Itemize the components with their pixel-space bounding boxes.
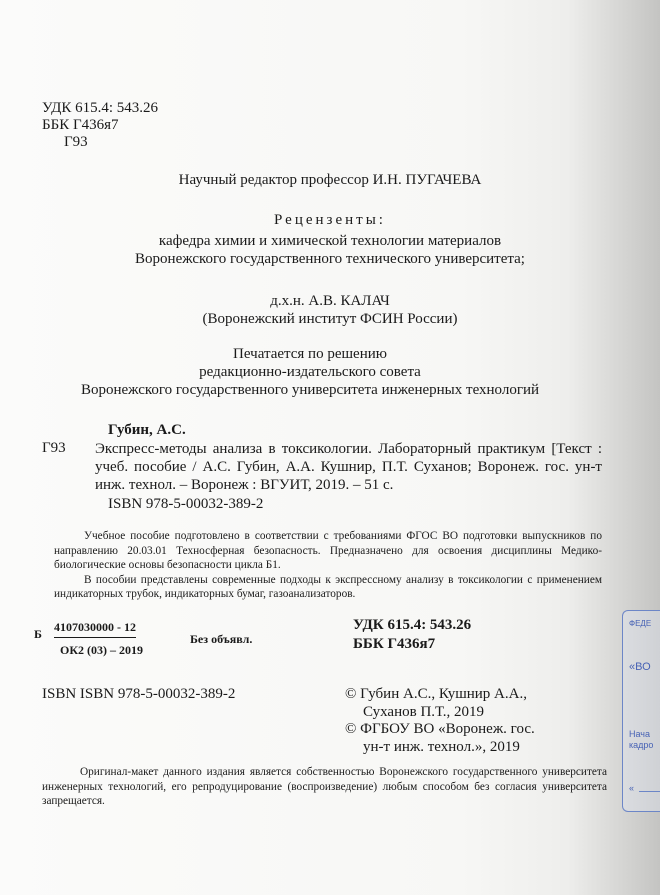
stamp-text-3-line-2: кадро — [629, 740, 654, 750]
author-sign-code: Г93 — [64, 134, 88, 150]
footer-notice-text: Оригинал-макет данного издания является собственностью Воронежского государственного университета инженерных технологий, его репродуцирование (воспроизведение) любым способом без согласия университета запрещается. — [42, 766, 607, 807]
udk-block-bottom — [353, 616, 471, 654]
biblio-author: Губин, А.С. — [108, 422, 186, 438]
stamp-text-2: «ВО — [629, 661, 651, 673]
udk-code: УДК 615.4: 543.26 — [42, 100, 159, 116]
decision-line-2: редакционно-издательского совета — [199, 364, 421, 380]
annotation-paragraph-1: Учебное пособие подготовлено в соответствии с требованиями ФГОС ВО подготовки выпускников по направлению 20.03.01 Техносферная безопасность. Предназначено для освоения дисциплины Медико-биологические основы безопасности цикла Б1. — [54, 530, 602, 571]
imprint-code-top: 4107030000 - 12 — [54, 620, 136, 638]
copyright-university-line-1: © ФГБОУ ВО «Воронеж. гос. — [345, 721, 535, 737]
stamp-underline — [639, 791, 660, 792]
copyright-authors-line-1: © Губин А.С., Кушнир А.А., — [345, 686, 527, 702]
footer-notice — [42, 765, 607, 809]
imprint-no-announcement: Без объявл. — [190, 632, 253, 646]
biblio-description: Экспресс-методы анализа в токсикологии. Лабораторный практикум [Текст : учеб. пособие / А.С. Губин, А.А. Кушнир, П.Т. Суханов; Воронеж. гос. ун-т инж. технол. – Воронеж : ВГУИТ, 2019. – 51 с. — [95, 441, 602, 493]
copyright-university-line-2: ун-т инж. технол.», 2019 — [363, 738, 520, 755]
udk-block-top — [42, 100, 158, 151]
bbk-code-bottom: ББК Г436я7 — [353, 636, 436, 652]
decision-line-3: Воронежского государственного университета инженерных технологий — [80, 382, 540, 398]
decision-line-1: Печатается по решению — [233, 346, 387, 362]
library-stamp — [622, 610, 660, 812]
reviewer-2-line-2: (Воронежский институт ФСИН России) — [202, 311, 458, 327]
reviewer-2-line-1: д.х.н. А.В. КАЛАЧ — [270, 293, 390, 309]
annotation-paragraph-2: В пособии представлены современные подходы к экспрессному анализу в токсикологии с применением индикаторных трубок, индикаторных бумаг, газоанализаторов. — [54, 573, 602, 600]
annotation — [54, 529, 602, 602]
stamp-text-3 — [629, 729, 653, 751]
publication-decision — [0, 345, 620, 399]
reviewer-2 — [0, 292, 660, 328]
isbn-bottom: ISBN ISBN 978-5-00032-389-2 — [42, 686, 236, 702]
stamp-text-1: ФЕДЕ — [629, 619, 652, 628]
stamp-text-3-line-1: Нача — [629, 729, 651, 739]
reviewer-1-line-1: кафедра химии и химической технологии материалов — [158, 233, 502, 249]
reviewer-1-line-2: Воронежского государственного технического университета; — [135, 251, 525, 267]
reviewer-1 — [0, 232, 660, 268]
reviewers-heading: Рецензенты: — [274, 212, 386, 228]
scientific-editor: Научный редактор профессор И.Н. ПУГАЧЕВА — [178, 172, 482, 188]
copyright-authors-line-2: Суханов П.Т., 2019 — [363, 703, 484, 720]
bbk-code: ББК Г436я7 — [42, 117, 119, 133]
biblio-isbn: ISBN 978-5-00032-389-2 — [108, 496, 264, 512]
imprint-code-bottom: ОК2 (03) – 2019 — [60, 643, 144, 657]
stamp-text-4: « — [629, 783, 635, 793]
biblio-code: Г93 — [42, 440, 66, 456]
copyright-block — [345, 686, 535, 756]
imprint-letter: Б — [34, 627, 42, 641]
udk-code-bottom: УДК 615.4: 543.26 — [353, 617, 472, 633]
